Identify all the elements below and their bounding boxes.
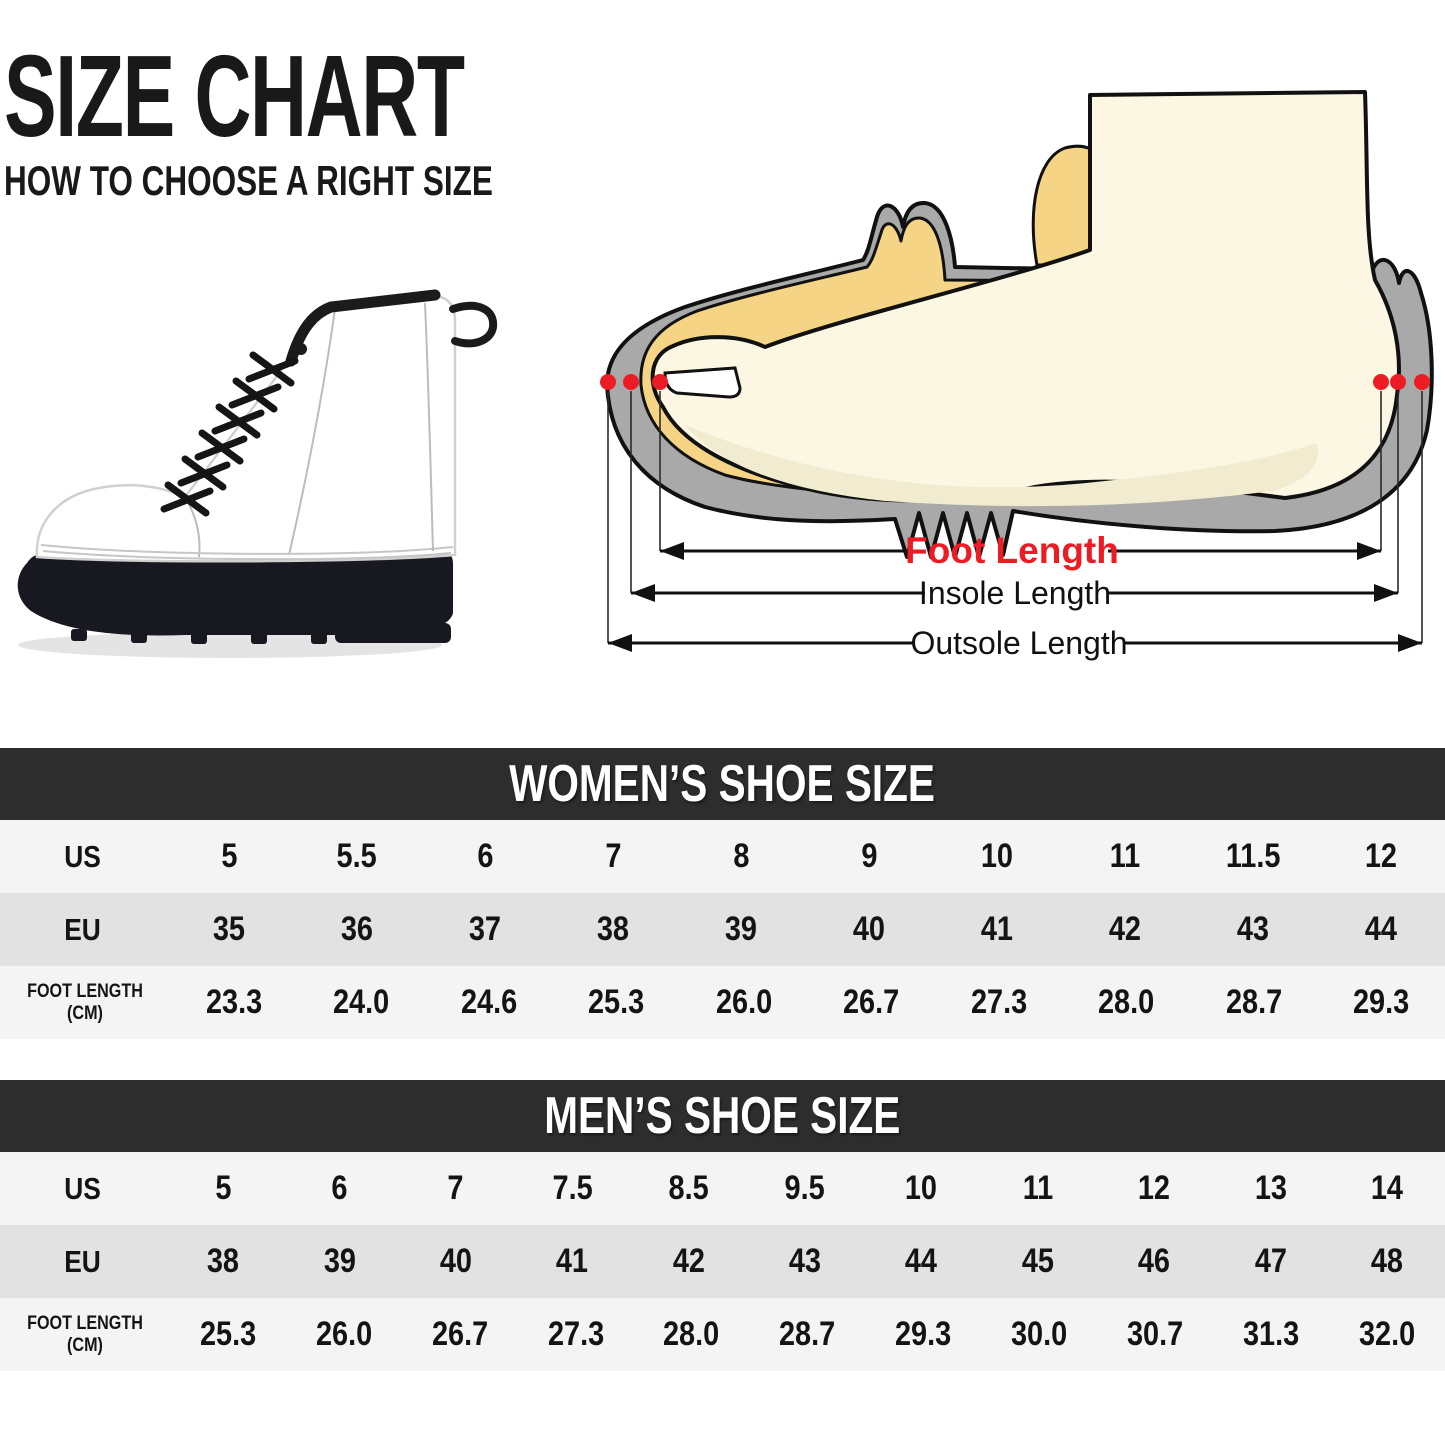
size-cell: 39	[323, 1242, 356, 1280]
row-label: FOOT LENGTH (CM)	[27, 1313, 143, 1356]
women-size-table	[0, 748, 1445, 1039]
outsole-length-label: Outsole Length	[910, 625, 1128, 661]
size-cell: 25.3	[199, 1315, 257, 1353]
size-cell: 7	[604, 837, 622, 875]
toenail-shape	[665, 368, 740, 397]
row-label: FOOT LENGTH (CM)	[27, 981, 143, 1024]
size-cell: 11	[1109, 837, 1141, 875]
boot-heel-block	[335, 623, 451, 643]
sole-lug	[311, 632, 327, 644]
table-row	[0, 893, 1445, 966]
size-cell: 14	[1370, 1169, 1403, 1207]
men-size-table	[0, 1080, 1445, 1371]
size-cell: 5.5	[336, 837, 378, 875]
size-cell: 30.0	[1011, 1315, 1068, 1353]
boot-eyelet	[295, 343, 307, 355]
table-row	[0, 1152, 1445, 1225]
size-cell: 37	[468, 910, 502, 948]
table-rows	[0, 820, 1445, 1039]
boot-image	[5, 245, 505, 665]
table-title-bar	[0, 748, 1445, 820]
size-cell: 24.6	[460, 983, 517, 1021]
size-cell: 29.3	[1353, 983, 1410, 1021]
size-cell: 9	[860, 837, 878, 875]
boot-illustration	[5, 245, 505, 665]
size-cell: 30.7	[1127, 1315, 1184, 1353]
size-cell: 26.0	[315, 1315, 372, 1353]
row-label: EU	[64, 911, 101, 947]
size-cell: 7.5	[552, 1169, 593, 1207]
table-title: WOMEN’S SHOE SIZE	[509, 755, 936, 813]
size-cell: 5	[220, 837, 238, 875]
size-cell: 11.5	[1225, 837, 1281, 875]
size-cell: 45	[1021, 1242, 1054, 1280]
size-cell: 28.0	[663, 1315, 720, 1353]
size-cell: 23.3	[205, 983, 262, 1021]
page-subtitle-text: HOW TO CHOOSE A RIGHT SIZE	[4, 157, 493, 204]
size-cell: 43	[1236, 910, 1270, 948]
size-cell: 5	[215, 1169, 232, 1207]
size-cell: 38	[596, 910, 630, 948]
size-cell: 28.0	[1098, 983, 1155, 1021]
table-row	[0, 1298, 1445, 1371]
table-row	[0, 1225, 1445, 1298]
size-cell: 11	[1022, 1169, 1053, 1207]
foot-measurement-diagram	[585, 55, 1445, 705]
size-cell: 39	[724, 910, 758, 948]
size-cell: 31.3	[1242, 1315, 1300, 1353]
size-cell: 41	[556, 1242, 589, 1280]
size-cell: 29.3	[895, 1315, 952, 1353]
page-title-text: SIZE CHART	[4, 31, 464, 161]
boot-sole	[18, 550, 453, 636]
row-label: US	[64, 838, 101, 874]
size-cell: 38	[207, 1242, 240, 1280]
title-block	[4, 31, 680, 204]
size-cell: 46	[1137, 1242, 1171, 1280]
size-cell: 42	[672, 1242, 705, 1280]
table-title: MEN’S SHOE SIZE	[544, 1087, 901, 1145]
size-cell: 35	[212, 910, 246, 948]
sole-lug	[191, 632, 207, 644]
size-cell: 9.5	[784, 1169, 826, 1207]
page-title	[4, 31, 680, 161]
size-cell: 41	[980, 910, 1014, 948]
size-cell: 32.0	[1358, 1315, 1416, 1353]
size-cell: 40	[852, 910, 886, 948]
size-cell: 25.3	[588, 983, 645, 1021]
size-cell: 27.3	[547, 1315, 604, 1353]
size-cell: 48	[1370, 1242, 1403, 1280]
size-cell: 10	[905, 1169, 938, 1207]
boot-pull-loop	[453, 306, 493, 343]
size-cell: 10	[980, 837, 1014, 875]
table-row	[0, 966, 1445, 1039]
size-cell: 28.7	[1225, 983, 1282, 1021]
size-cell: 26.7	[843, 983, 900, 1021]
table-row	[0, 820, 1445, 893]
table-title-bar	[0, 1080, 1445, 1152]
size-cell: 36	[340, 910, 374, 948]
size-cell: 47	[1254, 1242, 1287, 1280]
size-cell: 12	[1364, 837, 1398, 875]
size-cell: 6	[476, 837, 494, 875]
size-cell: 13	[1254, 1169, 1287, 1207]
row-label: US	[64, 1170, 101, 1206]
size-cell: 42	[1108, 910, 1142, 948]
row-label: EU	[64, 1243, 101, 1279]
size-cell: 26.0	[715, 983, 772, 1021]
insole-length-label: Insole Length	[918, 575, 1112, 611]
size-cell: 44	[1364, 910, 1398, 948]
size-cell: 44	[905, 1242, 938, 1280]
foot-length-label: Foot Length	[905, 530, 1119, 571]
page-subtitle	[4, 157, 680, 204]
size-cell: 27.3	[970, 983, 1027, 1021]
size-cell: 6	[331, 1169, 348, 1207]
size-cell: 8	[732, 837, 750, 875]
size-cell: 43	[788, 1242, 822, 1280]
size-cell: 12	[1137, 1169, 1171, 1207]
size-cell: 26.7	[431, 1315, 488, 1353]
sole-lug	[71, 629, 87, 641]
foot-diagram-illustration	[585, 55, 1445, 705]
sole-lug	[131, 631, 147, 643]
size-cell: 24.0	[333, 983, 390, 1021]
size-cell: 40	[439, 1242, 472, 1280]
size-cell: 28.7	[779, 1315, 836, 1353]
size-cell: 8.5	[668, 1169, 709, 1207]
sole-lug	[251, 632, 267, 644]
table-rows	[0, 1152, 1445, 1371]
size-cell: 7	[447, 1169, 464, 1207]
